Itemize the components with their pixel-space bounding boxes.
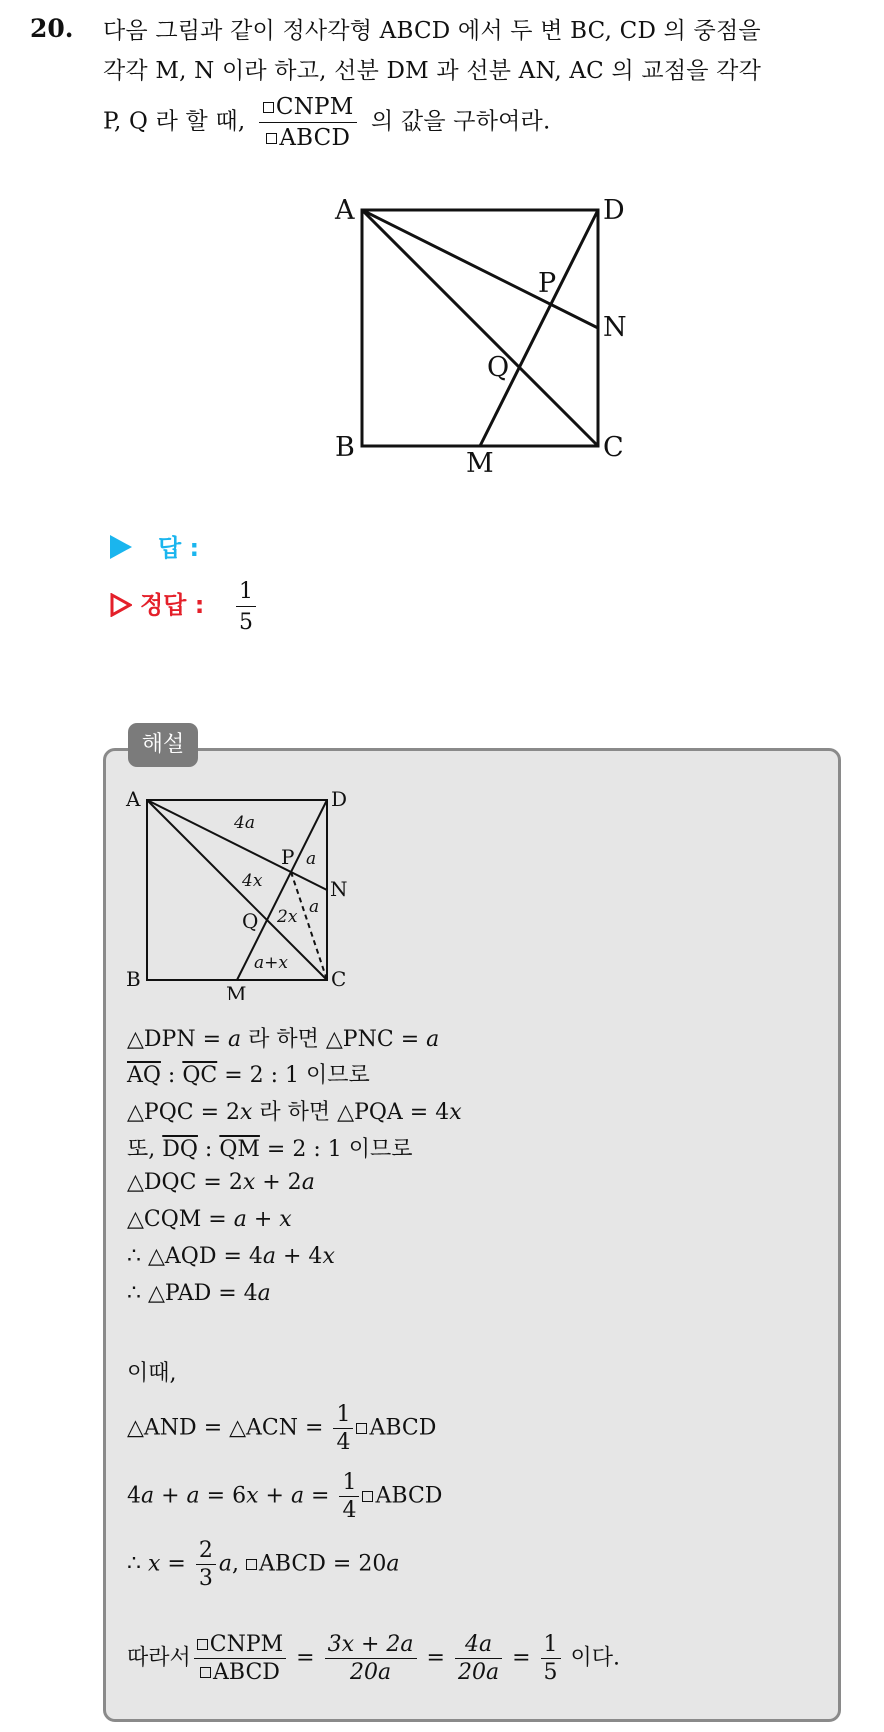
question-line-1: 다음 그림과 같이 정사각형 ABCD 에서 두 변 BC, CD 의 중점을 <box>103 18 761 44</box>
label-b: B <box>335 432 355 463</box>
label-q: Q <box>487 352 510 383</box>
region-2x: 2x <box>277 907 298 927</box>
region-4x: 4x <box>242 871 263 891</box>
region-a-mid: a <box>309 897 320 917</box>
solution-line-4: 또, $\overline{DQ}$ : $\overline{QM} = 2$ : 1 이므로 <box>127 1137 413 1162</box>
correct-answer-label: 정답 : <box>140 591 205 619</box>
sol-label-q: Q <box>242 909 259 933</box>
sol-label-p: P <box>281 845 295 869</box>
sol-label-d: D <box>331 787 348 811</box>
solution-line-5: △DQC = 2x + 2a <box>127 1170 315 1195</box>
answer-denominator: 5 <box>239 610 253 635</box>
question-line-2: 각각 M, N 이라 하고, 선분 DM 과 선분 AN, AC 의 교점을 각각 <box>103 58 762 84</box>
answer-numerator: 1 <box>236 579 256 607</box>
square-symbol <box>356 1423 367 1434</box>
solution-tag: 해설 <box>128 723 198 767</box>
sol-label-m: M <box>226 982 247 1000</box>
square-symbol <box>362 1491 373 1502</box>
solution-line-7: ∴ △AQD = 4a + 4x <box>127 1244 335 1269</box>
solution-line-2: $\overline{AQ}$ : $\overline{QC} = 2$ : 1 이므로 <box>127 1063 370 1088</box>
sol-label-a: A <box>126 787 141 811</box>
label-m: M <box>466 448 494 479</box>
solution-line-13: 따라서 CNPM ABCD = $\frac{3x + 2a}{20a}$ = $\frac{4a}{20a}$ = $\frac{1}{5}$ 이다. <box>127 1632 621 1685</box>
solution-line-8: ∴ △PAD = 4a <box>127 1281 271 1306</box>
solution-line-9: 이때, <box>127 1361 177 1386</box>
square-symbol <box>246 1559 257 1570</box>
label-n: N <box>603 312 627 343</box>
question-line-3-prefix: P, Q 라 할 때, <box>103 108 246 135</box>
ratio-numerator: CNPM <box>275 94 354 120</box>
region-a-plus-x: a+x <box>254 953 288 973</box>
ratio-denominator: ABCD <box>279 125 351 151</box>
solution-line-12: ∴ x = $\frac{2}{3}$ a, ABCD = 20a <box>127 1538 400 1591</box>
sol-label-c: C <box>331 967 347 991</box>
square-symbol <box>197 1639 208 1650</box>
question-number: 20. <box>30 14 74 43</box>
solution-line-1: △DPN = a 라 하면 △PNC = a <box>127 1027 440 1052</box>
sol-label-b: B <box>126 967 141 991</box>
sol-label-n: N <box>330 877 348 901</box>
solution-line-6: △CQM = a + x <box>127 1207 292 1232</box>
answer-label: 답 : <box>158 534 200 562</box>
square-symbol <box>200 1667 211 1678</box>
region-a-top: a <box>306 849 317 869</box>
solution-line-3: △PQC = 2x 라 하면 △PQA = 4x <box>127 1100 462 1125</box>
solution-line-10: △AND = △ACN = $\frac{1}{4}$ ABCD <box>127 1402 437 1455</box>
label-p: P <box>538 268 557 299</box>
label-d: D <box>603 195 625 226</box>
solution-line-11: 4a + a = 6x + a = $\frac{1}{4}$ ABCD <box>127 1470 443 1523</box>
question-line-3-suffix: 의 값을 구하여라. <box>371 108 551 135</box>
label-c: C <box>603 432 624 463</box>
region-4a: 4a <box>234 813 255 833</box>
label-a: A <box>335 195 355 226</box>
